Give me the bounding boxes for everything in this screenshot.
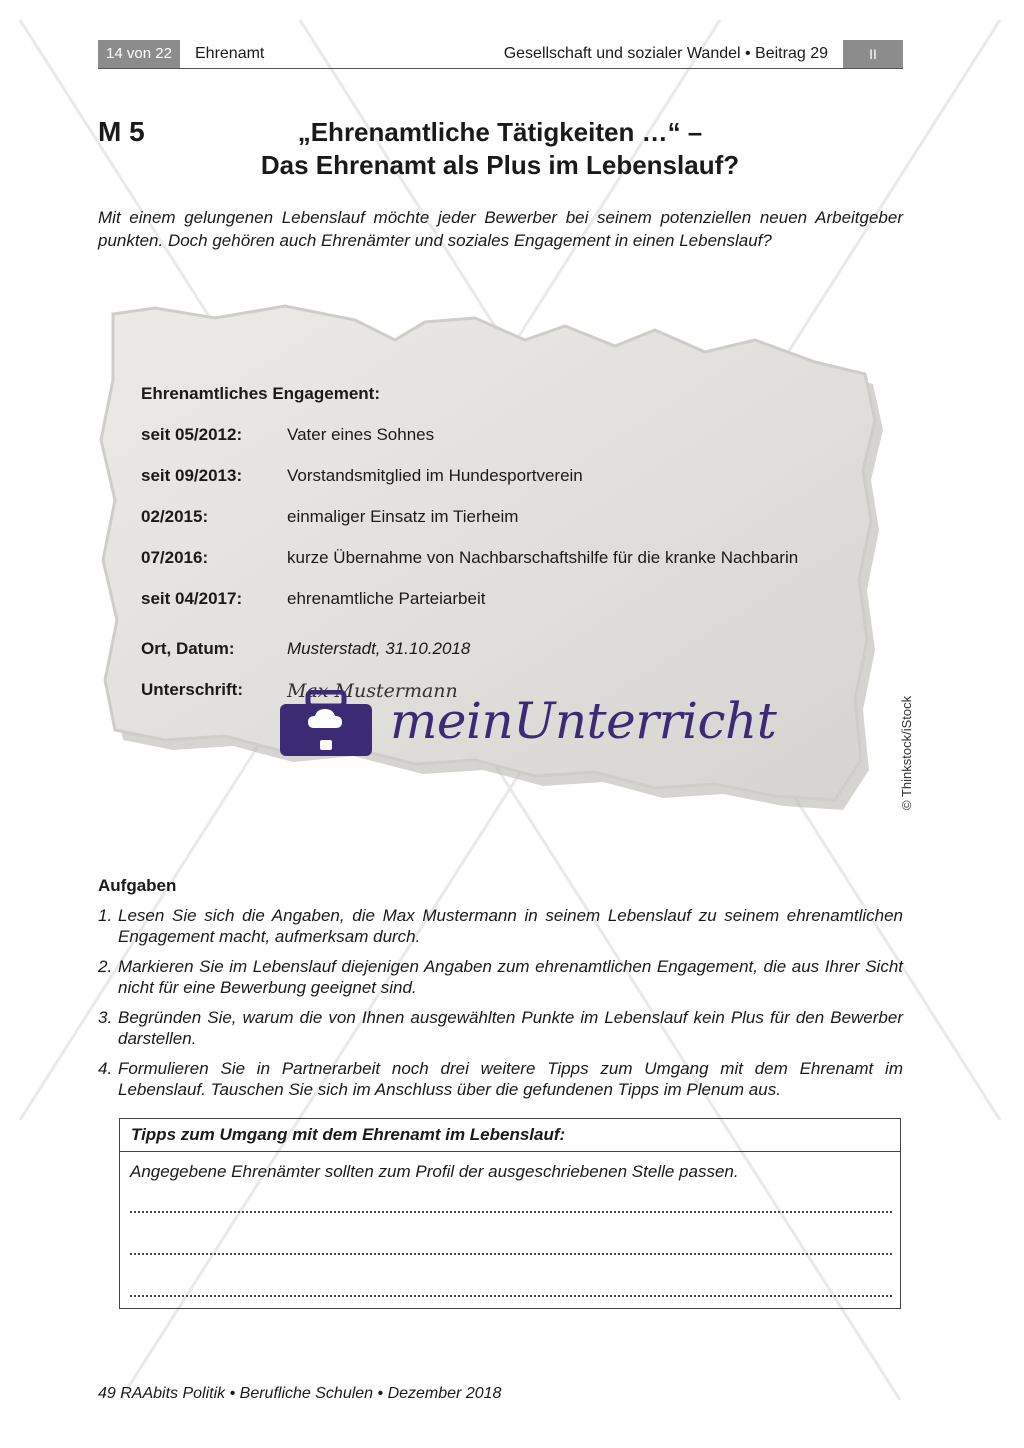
header-topic: Ehrenamt [195, 45, 265, 62]
task-text: Markieren Sie im Lebenslauf diejenigen Angaben zum ehrenamtlichen Engagement, die aus Ihrer Sicht nicht für eine Bewerbung geeignet sind. [118, 957, 903, 997]
task-number: 3. [98, 1008, 113, 1027]
cv-entry-date: seit 09/2013: [141, 466, 243, 485]
list-item [98, 905, 903, 947]
task-text: Formulieren Sie in Partnerarbeit noch drei weitere Tipps zum Umgang mit dem Ehrenamt im Lebenslauf. Tauschen Sie sich im Anschluss über die gefundenen Tipps im Plenum aus. [118, 1059, 903, 1099]
cv-entry-text: Vater eines Sohnes [287, 425, 435, 444]
cv-entry-date: seit 05/2012: [141, 425, 243, 444]
tasks-heading: Aufgaben [98, 876, 177, 895]
answer-line[interactable] [130, 1211, 892, 1213]
cv-heading: Ehrenamtliches Engagement: [141, 384, 381, 403]
briefcase-cloud-icon [278, 690, 374, 758]
page-number-badge: 14 von 22 [98, 40, 180, 68]
cv-entry-text: ehrenamtliche Parteiarbeit [287, 589, 486, 608]
cv-entry-text: kurze Übernahme von Nachbarschaftshilfe für die kranke Nachbarin [287, 548, 799, 567]
intro-text: Mit einem gelungenen Lebenslauf möchte jeder Bewerber bei seinem potenziellen neuen Arbeitgeber punkten. Doch gehören auch Ehrenämter und soziales Engagement in einen Lebenslauf? [98, 208, 903, 250]
tips-box [119, 1118, 901, 1309]
list-item [98, 1058, 903, 1100]
list-item [98, 1007, 903, 1049]
cv-entry-date: 07/2016: [141, 548, 209, 567]
cv-entry-text: Vorstandsmitglied im Hundesportverein [287, 466, 583, 485]
cv-entry-date: seit 04/2017: [141, 589, 243, 608]
material-label: M 5 [98, 116, 145, 147]
list-item [98, 956, 903, 998]
tips-first-entry: Angegebene Ehrenämter sollten zum Profil der ausgeschriebenen Stelle passen. [130, 1162, 739, 1181]
task-number: 1. [98, 906, 113, 925]
title-line-1: „Ehrenamtliche Tätigkeiten …“ – [297, 117, 703, 147]
title-line-2: Das Ehrenamt als Plus im Lebenslauf? [260, 150, 740, 180]
tips-heading: Tipps zum Umgang mit dem Ehrenamt im Lebenslauf: [120, 1119, 900, 1152]
task-text: Lesen Sie sich die Angaben, die Max Mustermann in seinem Lebenslauf zu seinem ehrenamtlichen Engagement macht, aufmerksam durch. [118, 906, 903, 946]
answer-line[interactable] [130, 1295, 892, 1297]
header-series: Gesellschaft und sozialer Wandel • Beitrag 29 [503, 45, 828, 62]
place-date-value: Musterstadt, 31.10.2018 [287, 639, 471, 658]
level-badge: II [843, 40, 903, 68]
answer-line[interactable] [130, 1253, 892, 1255]
signature-value: Max Mustermann [287, 680, 458, 702]
task-text: Begründen Sie, warum die von Ihnen ausgewählten Punkte im Lebenslauf kein Plus für den Bewerber darstellen. [118, 1008, 903, 1048]
cv-entry-text: einmaliger Einsatz im Tierheim [287, 507, 519, 526]
page-title [160, 116, 840, 182]
place-date-label: Ort, Datum: [141, 639, 235, 658]
photo-credit: © Thinkstock/iStock [899, 695, 914, 810]
cv-entry-date: 02/2015: [141, 507, 209, 526]
page-header [98, 40, 903, 69]
page-footer: 49 RAAbits Politik • Berufliche Schulen • Dezember 2018 [98, 1385, 502, 1402]
tasks-list [98, 905, 903, 1109]
signature-label: Unterschrift: [141, 680, 244, 699]
brand-wordmark: meinUnterricht [390, 692, 777, 750]
task-number: 4. [98, 1059, 113, 1078]
task-number: 2. [98, 957, 113, 976]
